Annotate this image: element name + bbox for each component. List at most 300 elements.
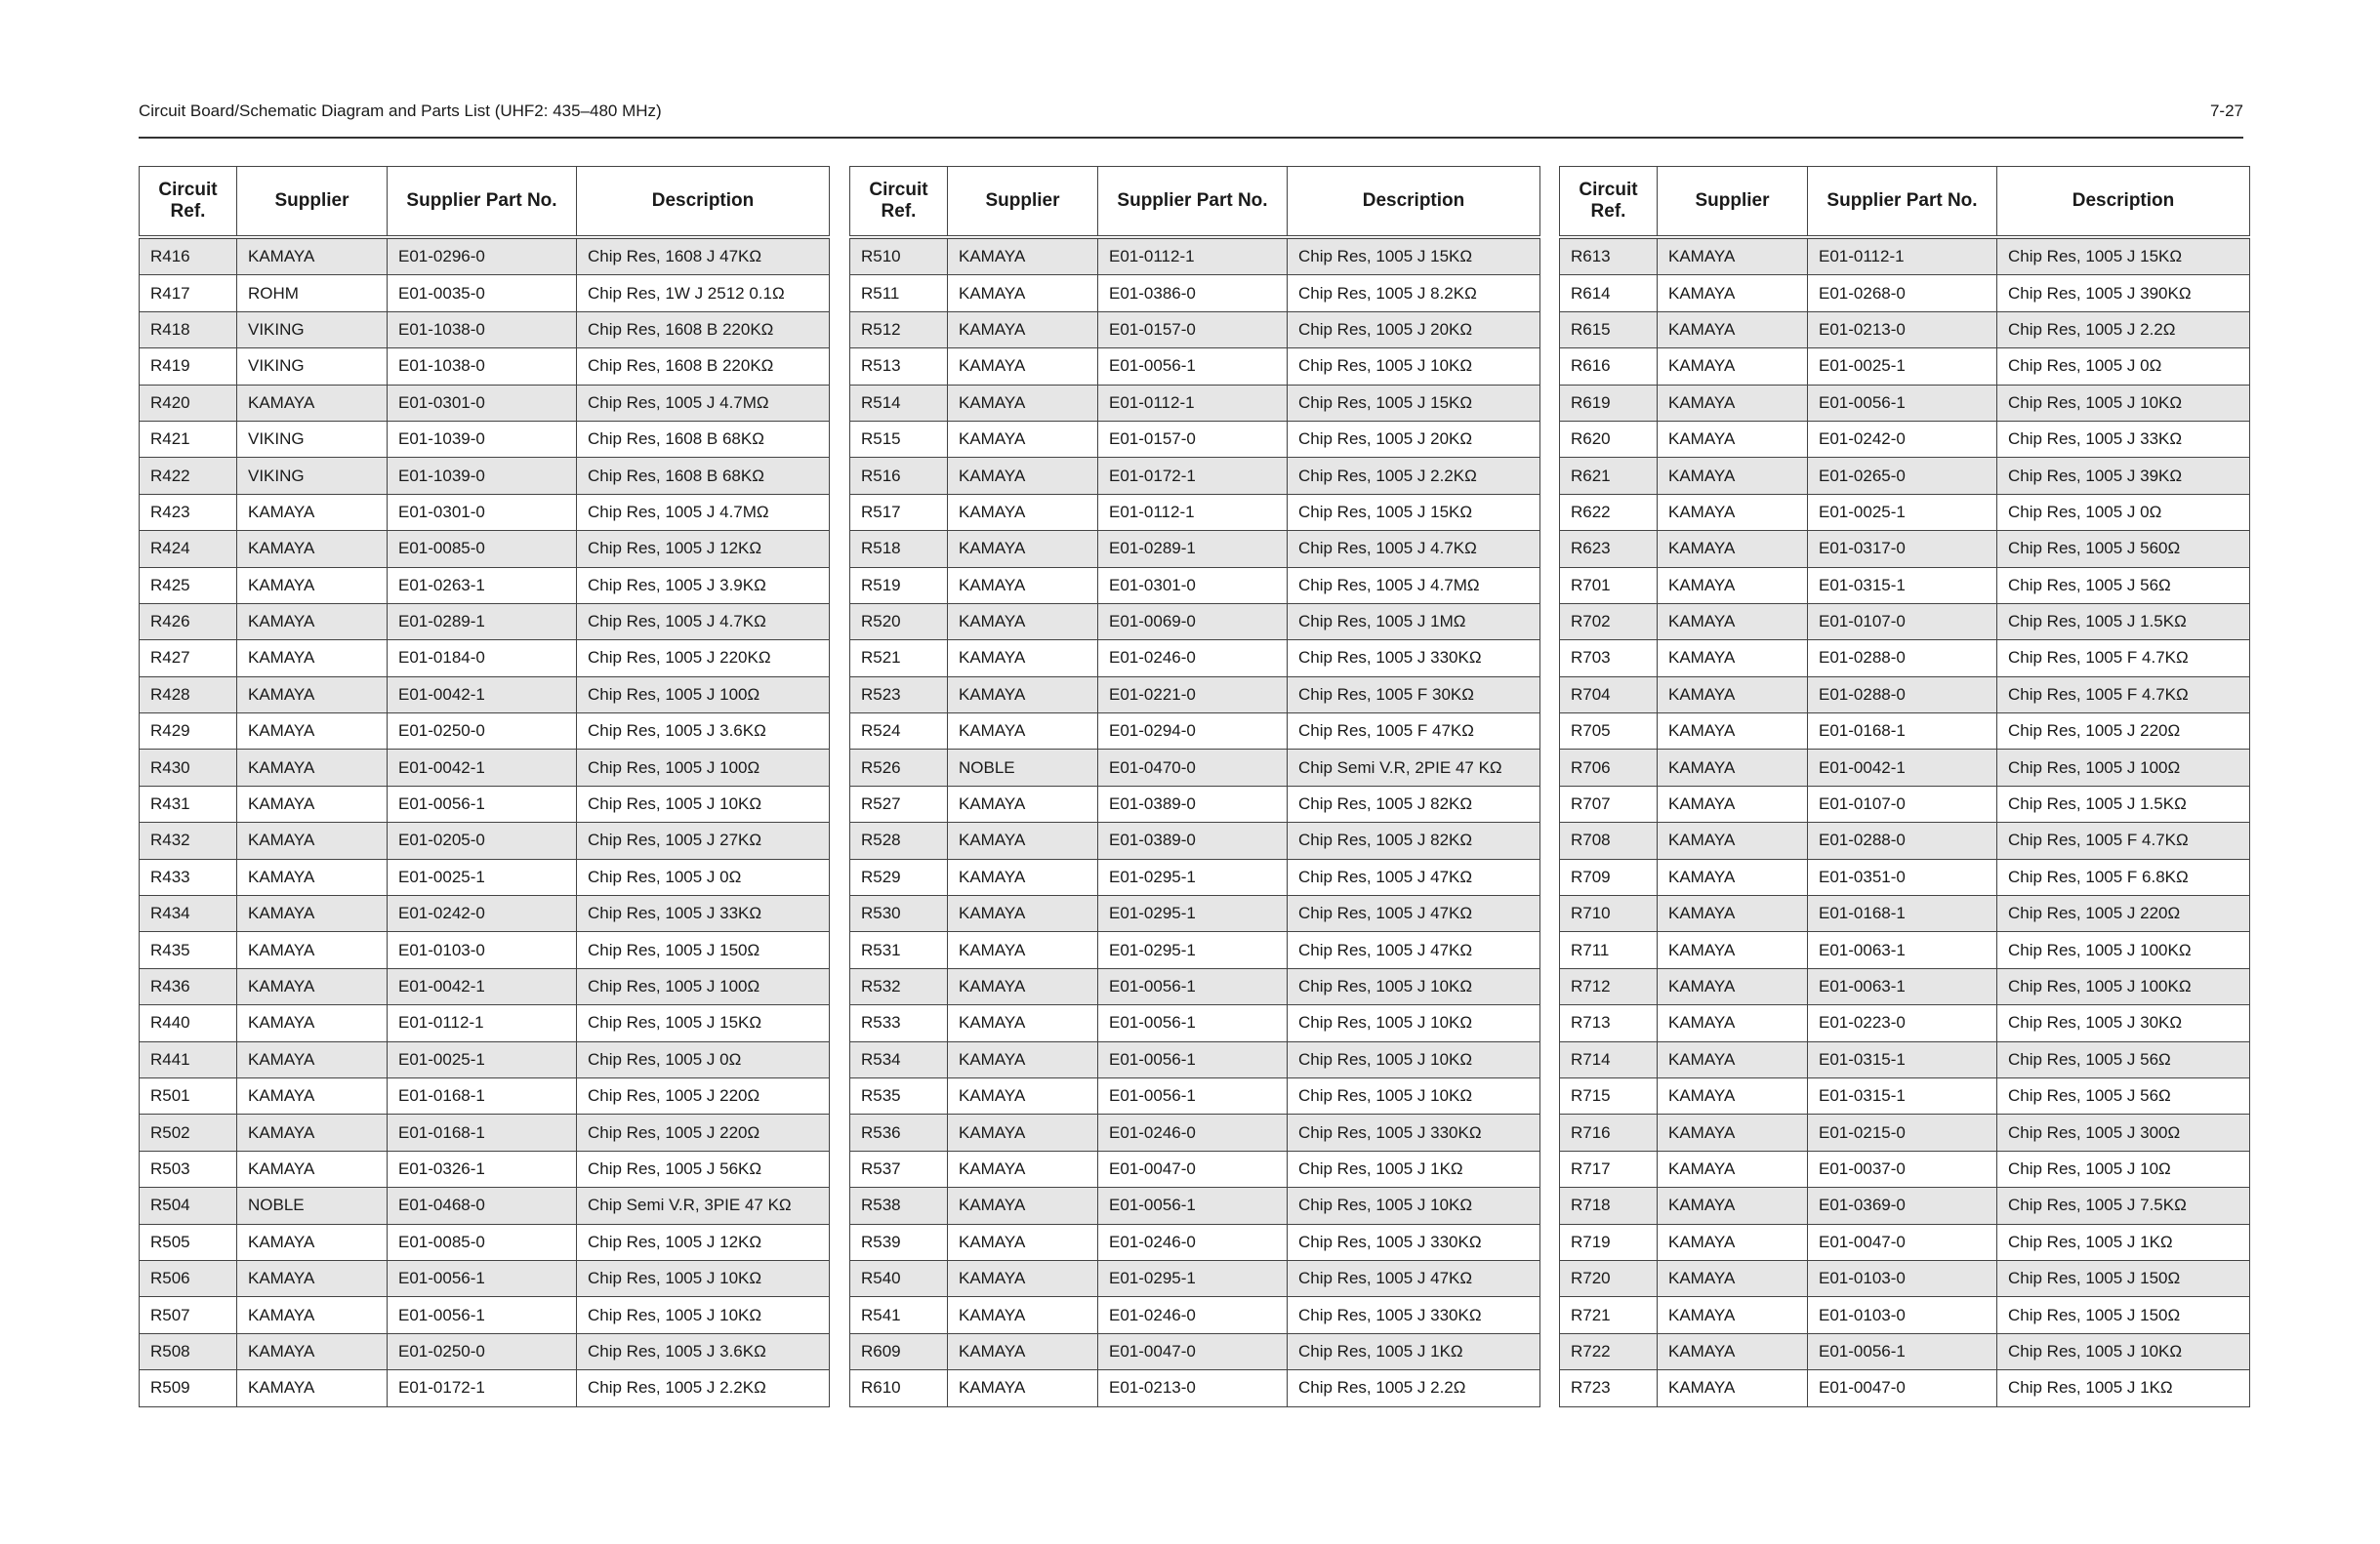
cell-description: Chip Res, 1005 J 3.6KΩ bbox=[577, 1333, 830, 1369]
table-row bbox=[850, 1005, 1540, 1041]
cell-description: Chip Res, 1005 J 4.7MΩ bbox=[577, 494, 830, 530]
cell-circuit-ref: R509 bbox=[140, 1370, 237, 1406]
cell-supplier: KAMAYA bbox=[1658, 1297, 1808, 1333]
cell-supplier: KAMAYA bbox=[237, 859, 388, 895]
cell-circuit-ref: R714 bbox=[1560, 1041, 1658, 1077]
cell-supplier: KAMAYA bbox=[237, 1005, 388, 1041]
table-row bbox=[850, 823, 1540, 859]
cell-description: Chip Res, 1608 B 220KΩ bbox=[577, 311, 830, 347]
table-row bbox=[850, 237, 1540, 275]
cell-supplier: KAMAYA bbox=[948, 932, 1098, 968]
table-row bbox=[850, 421, 1540, 457]
cell-supplier: KAMAYA bbox=[1658, 567, 1808, 603]
table-row bbox=[850, 567, 1540, 603]
cell-description: Chip Res, 1005 J 15KΩ bbox=[577, 1005, 830, 1041]
table-row bbox=[850, 968, 1540, 1004]
table-row bbox=[850, 676, 1540, 712]
table-row bbox=[140, 348, 830, 385]
cell-circuit-ref: R429 bbox=[140, 713, 237, 750]
col-header-supplier: Supplier bbox=[1658, 167, 1808, 238]
cell-description: Chip Res, 1005 J 220Ω bbox=[577, 1077, 830, 1114]
cell-circuit-ref: R712 bbox=[1560, 968, 1658, 1004]
cell-description: Chip Res, 1005 J 12KΩ bbox=[577, 531, 830, 567]
cell-supplier: KAMAYA bbox=[1658, 859, 1808, 895]
cell-part-no: E01-0242-0 bbox=[388, 896, 577, 932]
cell-supplier: KAMAYA bbox=[948, 896, 1098, 932]
table-row bbox=[850, 1297, 1540, 1333]
cell-circuit-ref: R536 bbox=[850, 1115, 948, 1151]
page-header-title: Circuit Board/Schematic Diagram and Parts List (UHF2: 435–480 MHz) bbox=[139, 102, 662, 120]
cell-supplier: KAMAYA bbox=[1658, 1188, 1808, 1224]
table-row bbox=[140, 676, 830, 712]
cell-part-no: E01-0168-1 bbox=[1808, 896, 1997, 932]
cell-description: Chip Res, 1005 J 10KΩ bbox=[1288, 1077, 1540, 1114]
cell-circuit-ref: R512 bbox=[850, 311, 948, 347]
cell-supplier: KAMAYA bbox=[1658, 458, 1808, 494]
cell-part-no: E01-0172-1 bbox=[388, 1370, 577, 1406]
cell-part-no: E01-0042-1 bbox=[388, 968, 577, 1004]
table-row bbox=[1560, 676, 2250, 712]
cell-circuit-ref: R517 bbox=[850, 494, 948, 530]
cell-description: Chip Res, 1005 J 10KΩ bbox=[1288, 348, 1540, 385]
cell-circuit-ref: R722 bbox=[1560, 1333, 1658, 1369]
cell-part-no: E01-0112-1 bbox=[1808, 237, 1997, 275]
cell-circuit-ref: R518 bbox=[850, 531, 948, 567]
cell-description: Chip Res, 1005 J 47KΩ bbox=[1288, 932, 1540, 968]
table-row bbox=[1560, 458, 2250, 494]
cell-circuit-ref: R424 bbox=[140, 531, 237, 567]
col-header-circuit-line1: Circuit bbox=[1579, 180, 1638, 200]
table-row bbox=[850, 494, 1540, 530]
cell-part-no: E01-0294-0 bbox=[1098, 713, 1288, 750]
parts-table-1 bbox=[139, 166, 830, 1407]
cell-supplier: KAMAYA bbox=[237, 786, 388, 822]
cell-part-no: E01-0296-0 bbox=[388, 237, 577, 275]
cell-part-no: E01-0213-0 bbox=[1808, 311, 1997, 347]
cell-circuit-ref: R717 bbox=[1560, 1151, 1658, 1187]
cell-circuit-ref: R421 bbox=[140, 421, 237, 457]
cell-description: Chip Res, 1005 J 15KΩ bbox=[1288, 237, 1540, 275]
table-row bbox=[140, 1005, 830, 1041]
cell-part-no: E01-0250-0 bbox=[388, 1333, 577, 1369]
cell-part-no: E01-0295-1 bbox=[1098, 859, 1288, 895]
table-row bbox=[1560, 311, 2250, 347]
cell-description: Chip Res, 1005 J 1KΩ bbox=[1997, 1370, 2250, 1406]
table-row bbox=[850, 1151, 1540, 1187]
cell-supplier: KAMAYA bbox=[1658, 275, 1808, 311]
cell-circuit-ref: R521 bbox=[850, 640, 948, 676]
cell-circuit-ref: R706 bbox=[1560, 750, 1658, 786]
cell-supplier: KAMAYA bbox=[948, 786, 1098, 822]
table-row bbox=[1560, 494, 2250, 530]
cell-description: Chip Semi V.R, 2PIE 47 KΩ bbox=[1288, 750, 1540, 786]
cell-circuit-ref: R538 bbox=[850, 1188, 948, 1224]
table-row bbox=[140, 385, 830, 421]
cell-part-no: E01-0184-0 bbox=[388, 640, 577, 676]
cell-circuit-ref: R527 bbox=[850, 786, 948, 822]
cell-circuit-ref: R434 bbox=[140, 896, 237, 932]
cell-part-no: E01-0268-0 bbox=[1808, 275, 1997, 311]
table-row bbox=[140, 1041, 830, 1077]
cell-supplier: KAMAYA bbox=[948, 859, 1098, 895]
cell-circuit-ref: R711 bbox=[1560, 932, 1658, 968]
cell-description: Chip Res, 1005 J 4.7MΩ bbox=[577, 385, 830, 421]
cell-description: Chip Res, 1005 J 56Ω bbox=[1997, 567, 2250, 603]
table-row bbox=[1560, 1297, 2250, 1333]
cell-description: Chip Res, 1005 J 20KΩ bbox=[1288, 311, 1540, 347]
table-row bbox=[1560, 1151, 2250, 1187]
cell-circuit-ref: R515 bbox=[850, 421, 948, 457]
cell-supplier: KAMAYA bbox=[1658, 421, 1808, 457]
cell-description: Chip Res, 1005 J 10KΩ bbox=[577, 786, 830, 822]
cell-supplier: KAMAYA bbox=[237, 1370, 388, 1406]
cell-supplier: KAMAYA bbox=[237, 1333, 388, 1369]
cell-description: Chip Res, 1005 J 82KΩ bbox=[1288, 786, 1540, 822]
cell-supplier: KAMAYA bbox=[1658, 1005, 1808, 1041]
table-row bbox=[140, 786, 830, 822]
cell-circuit-ref: R418 bbox=[140, 311, 237, 347]
cell-description: Chip Res, 1005 J 2.2Ω bbox=[1288, 1370, 1540, 1406]
table-row bbox=[140, 1151, 830, 1187]
cell-circuit-ref: R428 bbox=[140, 676, 237, 712]
cell-circuit-ref: R505 bbox=[140, 1224, 237, 1260]
cell-description: Chip Res, 1005 J 1KΩ bbox=[1997, 1224, 2250, 1260]
cell-circuit-ref: R705 bbox=[1560, 713, 1658, 750]
table-row bbox=[1560, 823, 2250, 859]
cell-part-no: E01-0168-1 bbox=[388, 1115, 577, 1151]
cell-part-no: E01-0246-0 bbox=[1098, 1297, 1288, 1333]
cell-supplier: KAMAYA bbox=[237, 713, 388, 750]
cell-supplier: KAMAYA bbox=[1658, 932, 1808, 968]
cell-supplier: KAMAYA bbox=[948, 1333, 1098, 1369]
cell-part-no: E01-0315-1 bbox=[1808, 567, 1997, 603]
cell-supplier: KAMAYA bbox=[1658, 531, 1808, 567]
cell-supplier: KAMAYA bbox=[948, 1297, 1098, 1333]
col-header-circuit-line1: Circuit bbox=[869, 180, 928, 200]
cell-description: Chip Res, 1005 J 560Ω bbox=[1997, 531, 2250, 567]
cell-part-no: E01-0157-0 bbox=[1098, 421, 1288, 457]
cell-description: Chip Res, 1005 J 10KΩ bbox=[1997, 385, 2250, 421]
cell-description: Chip Res, 1005 J 27KΩ bbox=[577, 823, 830, 859]
cell-circuit-ref: R423 bbox=[140, 494, 237, 530]
table-row bbox=[850, 896, 1540, 932]
table-row bbox=[850, 458, 1540, 494]
cell-circuit-ref: R721 bbox=[1560, 1297, 1658, 1333]
cell-description: Chip Res, 1005 J 15KΩ bbox=[1288, 385, 1540, 421]
cell-supplier: KAMAYA bbox=[948, 421, 1098, 457]
cell-part-no: E01-0103-0 bbox=[1808, 1297, 1997, 1333]
cell-supplier: KAMAYA bbox=[237, 968, 388, 1004]
col-header-supplier: Supplier bbox=[237, 167, 388, 238]
table-row bbox=[1560, 713, 2250, 750]
cell-part-no: E01-0295-1 bbox=[1098, 932, 1288, 968]
cell-circuit-ref: R516 bbox=[850, 458, 948, 494]
table-row bbox=[1560, 1005, 2250, 1041]
table-row bbox=[850, 603, 1540, 639]
cell-part-no: E01-0470-0 bbox=[1098, 750, 1288, 786]
cell-circuit-ref: R435 bbox=[140, 932, 237, 968]
table-row bbox=[850, 1260, 1540, 1296]
cell-description: Chip Res, 1005 J 4.7MΩ bbox=[1288, 567, 1540, 603]
cell-description: Chip Res, 1005 J 33KΩ bbox=[577, 896, 830, 932]
cell-circuit-ref: R531 bbox=[850, 932, 948, 968]
table-header-row bbox=[140, 167, 830, 238]
cell-description: Chip Res, 1005 J 3.6KΩ bbox=[577, 713, 830, 750]
cell-circuit-ref: R610 bbox=[850, 1370, 948, 1406]
cell-description: Chip Res, 1005 J 47KΩ bbox=[1288, 859, 1540, 895]
cell-supplier: KAMAYA bbox=[237, 676, 388, 712]
col-header-supplier: Supplier bbox=[948, 167, 1098, 238]
cell-description: Chip Res, 1005 J 100Ω bbox=[577, 676, 830, 712]
table-row bbox=[850, 1333, 1540, 1369]
cell-description: Chip Res, 1608 B 68KΩ bbox=[577, 421, 830, 457]
table-row bbox=[140, 603, 830, 639]
table-row bbox=[1560, 1333, 2250, 1369]
cell-supplier: KAMAYA bbox=[948, 640, 1098, 676]
cell-description: Chip Res, 1005 J 100Ω bbox=[577, 750, 830, 786]
cell-part-no: E01-1038-0 bbox=[388, 348, 577, 385]
cell-part-no: E01-0056-1 bbox=[1098, 1005, 1288, 1041]
cell-circuit-ref: R511 bbox=[850, 275, 948, 311]
cell-part-no: E01-0288-0 bbox=[1808, 640, 1997, 676]
cell-description: Chip Res, 1005 J 47KΩ bbox=[1288, 896, 1540, 932]
cell-part-no: E01-0085-0 bbox=[388, 531, 577, 567]
cell-supplier: KAMAYA bbox=[948, 1077, 1098, 1114]
table-row bbox=[1560, 786, 2250, 822]
cell-supplier: KAMAYA bbox=[237, 1224, 388, 1260]
cell-part-no: E01-0085-0 bbox=[388, 1224, 577, 1260]
cell-supplier: KAMAYA bbox=[237, 237, 388, 275]
cell-part-no: E01-0056-1 bbox=[1098, 1041, 1288, 1077]
header-rule bbox=[139, 137, 2243, 139]
cell-description: Chip Res, 1608 B 220KΩ bbox=[577, 348, 830, 385]
cell-circuit-ref: R701 bbox=[1560, 567, 1658, 603]
table-row bbox=[850, 531, 1540, 567]
cell-description: Chip Res, 1005 F 4.7KΩ bbox=[1997, 640, 2250, 676]
cell-description: Chip Res, 1005 J 12KΩ bbox=[577, 1224, 830, 1260]
cell-supplier: KAMAYA bbox=[948, 348, 1098, 385]
cell-part-no: E01-0047-0 bbox=[1098, 1151, 1288, 1187]
cell-circuit-ref: R416 bbox=[140, 237, 237, 275]
cell-description: Chip Res, 1005 J 33KΩ bbox=[1997, 421, 2250, 457]
cell-circuit-ref: R533 bbox=[850, 1005, 948, 1041]
cell-supplier: KAMAYA bbox=[237, 823, 388, 859]
cell-description: Chip Res, 1005 F 30KΩ bbox=[1288, 676, 1540, 712]
col-header-description: Description bbox=[577, 167, 830, 238]
cell-circuit-ref: R715 bbox=[1560, 1077, 1658, 1114]
cell-part-no: E01-0063-1 bbox=[1808, 932, 1997, 968]
cell-part-no: E01-0037-0 bbox=[1808, 1151, 1997, 1187]
cell-part-no: E01-0168-1 bbox=[1808, 713, 1997, 750]
cell-supplier: KAMAYA bbox=[1658, 676, 1808, 712]
col-header-circuit-ref bbox=[140, 167, 237, 238]
cell-description: Chip Res, 1005 J 1.5KΩ bbox=[1997, 786, 2250, 822]
cell-circuit-ref: R704 bbox=[1560, 676, 1658, 712]
cell-part-no: E01-0042-1 bbox=[388, 676, 577, 712]
cell-part-no: E01-0317-0 bbox=[1808, 531, 1997, 567]
cell-circuit-ref: R514 bbox=[850, 385, 948, 421]
cell-circuit-ref: R710 bbox=[1560, 896, 1658, 932]
cell-part-no: E01-0042-1 bbox=[1808, 750, 1997, 786]
cell-supplier: KAMAYA bbox=[948, 385, 1098, 421]
table-row bbox=[850, 385, 1540, 421]
table-row bbox=[850, 713, 1540, 750]
table-row bbox=[140, 968, 830, 1004]
table-row bbox=[1560, 750, 2250, 786]
cell-supplier: KAMAYA bbox=[948, 1041, 1098, 1077]
cell-supplier: KAMAYA bbox=[948, 531, 1098, 567]
table-row bbox=[850, 750, 1540, 786]
cell-description: Chip Res, 1005 J 330KΩ bbox=[1288, 1224, 1540, 1260]
cell-supplier: KAMAYA bbox=[1658, 786, 1808, 822]
table-row bbox=[1560, 1370, 2250, 1406]
table-row bbox=[140, 1260, 830, 1296]
cell-supplier: KAMAYA bbox=[1658, 348, 1808, 385]
cell-circuit-ref: R520 bbox=[850, 603, 948, 639]
cell-supplier: KAMAYA bbox=[948, 603, 1098, 639]
cell-part-no: E01-0221-0 bbox=[1098, 676, 1288, 712]
cell-supplier: KAMAYA bbox=[948, 1370, 1098, 1406]
cell-circuit-ref: R713 bbox=[1560, 1005, 1658, 1041]
parts-table-3 bbox=[1559, 166, 2250, 1407]
cell-circuit-ref: R426 bbox=[140, 603, 237, 639]
cell-description: Chip Res, 1005 J 100KΩ bbox=[1997, 968, 2250, 1004]
cell-description: Chip Res, 1005 J 1KΩ bbox=[1288, 1151, 1540, 1187]
cell-supplier: KAMAYA bbox=[237, 1151, 388, 1187]
cell-part-no: E01-0056-1 bbox=[1808, 1333, 1997, 1369]
cell-circuit-ref: R719 bbox=[1560, 1224, 1658, 1260]
table-row bbox=[850, 1115, 1540, 1151]
cell-part-no: E01-0301-0 bbox=[1098, 567, 1288, 603]
cell-supplier: KAMAYA bbox=[1658, 823, 1808, 859]
cell-part-no: E01-0213-0 bbox=[1098, 1370, 1288, 1406]
cell-part-no: E01-0172-1 bbox=[1098, 458, 1288, 494]
cell-circuit-ref: R440 bbox=[140, 1005, 237, 1041]
table-row bbox=[140, 275, 830, 311]
cell-circuit-ref: R432 bbox=[140, 823, 237, 859]
cell-description: Chip Res, 1005 J 100Ω bbox=[1997, 750, 2250, 786]
cell-part-no: E01-0246-0 bbox=[1098, 640, 1288, 676]
cell-supplier: NOBLE bbox=[948, 750, 1098, 786]
cell-supplier: KAMAYA bbox=[1658, 603, 1808, 639]
table-row bbox=[140, 1333, 830, 1369]
cell-circuit-ref: R425 bbox=[140, 567, 237, 603]
table-row bbox=[140, 750, 830, 786]
cell-description: Chip Res, 1005 J 220Ω bbox=[1997, 896, 2250, 932]
cell-part-no: E01-0389-0 bbox=[1098, 823, 1288, 859]
cell-supplier: KAMAYA bbox=[948, 713, 1098, 750]
cell-circuit-ref: R433 bbox=[140, 859, 237, 895]
cell-supplier: KAMAYA bbox=[948, 1188, 1098, 1224]
cell-circuit-ref: R614 bbox=[1560, 275, 1658, 311]
cell-supplier: KAMAYA bbox=[237, 567, 388, 603]
table-row bbox=[140, 932, 830, 968]
cell-part-no: E01-0369-0 bbox=[1808, 1188, 1997, 1224]
cell-supplier: KAMAYA bbox=[237, 1041, 388, 1077]
table-row bbox=[1560, 1041, 2250, 1077]
cell-supplier: KAMAYA bbox=[1658, 1370, 1808, 1406]
cell-description: Chip Res, 1005 J 330KΩ bbox=[1288, 1297, 1540, 1333]
cell-description: Chip Res, 1005 J 1KΩ bbox=[1288, 1333, 1540, 1369]
table-header-row bbox=[1560, 167, 2250, 238]
cell-circuit-ref: R507 bbox=[140, 1297, 237, 1333]
cell-part-no: E01-0056-1 bbox=[388, 1297, 577, 1333]
col-header-circuit-line2: Ref. bbox=[881, 201, 917, 222]
cell-part-no: E01-1039-0 bbox=[388, 458, 577, 494]
cell-part-no: E01-0301-0 bbox=[388, 385, 577, 421]
cell-part-no: E01-0112-1 bbox=[1098, 385, 1288, 421]
cell-circuit-ref: R528 bbox=[850, 823, 948, 859]
cell-circuit-ref: R708 bbox=[1560, 823, 1658, 859]
parts-table-2 bbox=[849, 166, 1540, 1407]
cell-circuit-ref: R622 bbox=[1560, 494, 1658, 530]
col-header-part-no: Supplier Part No. bbox=[388, 167, 577, 238]
cell-part-no: E01-0056-1 bbox=[1098, 1188, 1288, 1224]
cell-description: Chip Res, 1005 J 47KΩ bbox=[1288, 1260, 1540, 1296]
cell-supplier: NOBLE bbox=[237, 1188, 388, 1224]
cell-description: Chip Res, 1005 J 39KΩ bbox=[1997, 458, 2250, 494]
table-row bbox=[850, 1224, 1540, 1260]
cell-part-no: E01-0047-0 bbox=[1098, 1333, 1288, 1369]
cell-circuit-ref: R540 bbox=[850, 1260, 948, 1296]
cell-supplier: KAMAYA bbox=[1658, 968, 1808, 1004]
cell-supplier: VIKING bbox=[237, 458, 388, 494]
cell-circuit-ref: R524 bbox=[850, 713, 948, 750]
cell-description: Chip Res, 1608 J 47KΩ bbox=[577, 237, 830, 275]
table-row bbox=[850, 275, 1540, 311]
cell-part-no: E01-0351-0 bbox=[1808, 859, 1997, 895]
cell-part-no: E01-0215-0 bbox=[1808, 1115, 1997, 1151]
cell-circuit-ref: R623 bbox=[1560, 531, 1658, 567]
cell-supplier: KAMAYA bbox=[948, 237, 1098, 275]
table-row bbox=[140, 1188, 830, 1224]
table-row bbox=[140, 1224, 830, 1260]
cell-supplier: VIKING bbox=[237, 311, 388, 347]
col-header-description: Description bbox=[1997, 167, 2250, 238]
cell-supplier: KAMAYA bbox=[237, 1115, 388, 1151]
cell-supplier: KAMAYA bbox=[948, 1115, 1098, 1151]
cell-part-no: E01-0326-1 bbox=[388, 1151, 577, 1187]
cell-description: Chip Res, 1005 J 20KΩ bbox=[1288, 421, 1540, 457]
table-header-row bbox=[850, 167, 1540, 238]
cell-description: Chip Res, 1005 F 47KΩ bbox=[1288, 713, 1540, 750]
cell-part-no: E01-0223-0 bbox=[1808, 1005, 1997, 1041]
col-header-description: Description bbox=[1288, 167, 1540, 238]
cell-description: Chip Res, 1005 J 330KΩ bbox=[1288, 640, 1540, 676]
cell-circuit-ref: R513 bbox=[850, 348, 948, 385]
table-row bbox=[140, 237, 830, 275]
cell-supplier: KAMAYA bbox=[237, 640, 388, 676]
table-row bbox=[1560, 1188, 2250, 1224]
cell-circuit-ref: R530 bbox=[850, 896, 948, 932]
table-row bbox=[850, 1041, 1540, 1077]
cell-circuit-ref: R420 bbox=[140, 385, 237, 421]
cell-circuit-ref: R616 bbox=[1560, 348, 1658, 385]
cell-description: Chip Res, 1005 J 1.5KΩ bbox=[1997, 603, 2250, 639]
cell-circuit-ref: R510 bbox=[850, 237, 948, 275]
cell-circuit-ref: R419 bbox=[140, 348, 237, 385]
cell-circuit-ref: R417 bbox=[140, 275, 237, 311]
table-row bbox=[140, 640, 830, 676]
cell-circuit-ref: R436 bbox=[140, 968, 237, 1004]
cell-description: Chip Res, 1005 J 3.9KΩ bbox=[577, 567, 830, 603]
cell-part-no: E01-1038-0 bbox=[388, 311, 577, 347]
cell-description: Chip Res, 1005 J 2.2KΩ bbox=[577, 1370, 830, 1406]
cell-circuit-ref: R702 bbox=[1560, 603, 1658, 639]
cell-supplier: KAMAYA bbox=[948, 1005, 1098, 1041]
cell-circuit-ref: R532 bbox=[850, 968, 948, 1004]
col-header-part-no: Supplier Part No. bbox=[1098, 167, 1288, 238]
